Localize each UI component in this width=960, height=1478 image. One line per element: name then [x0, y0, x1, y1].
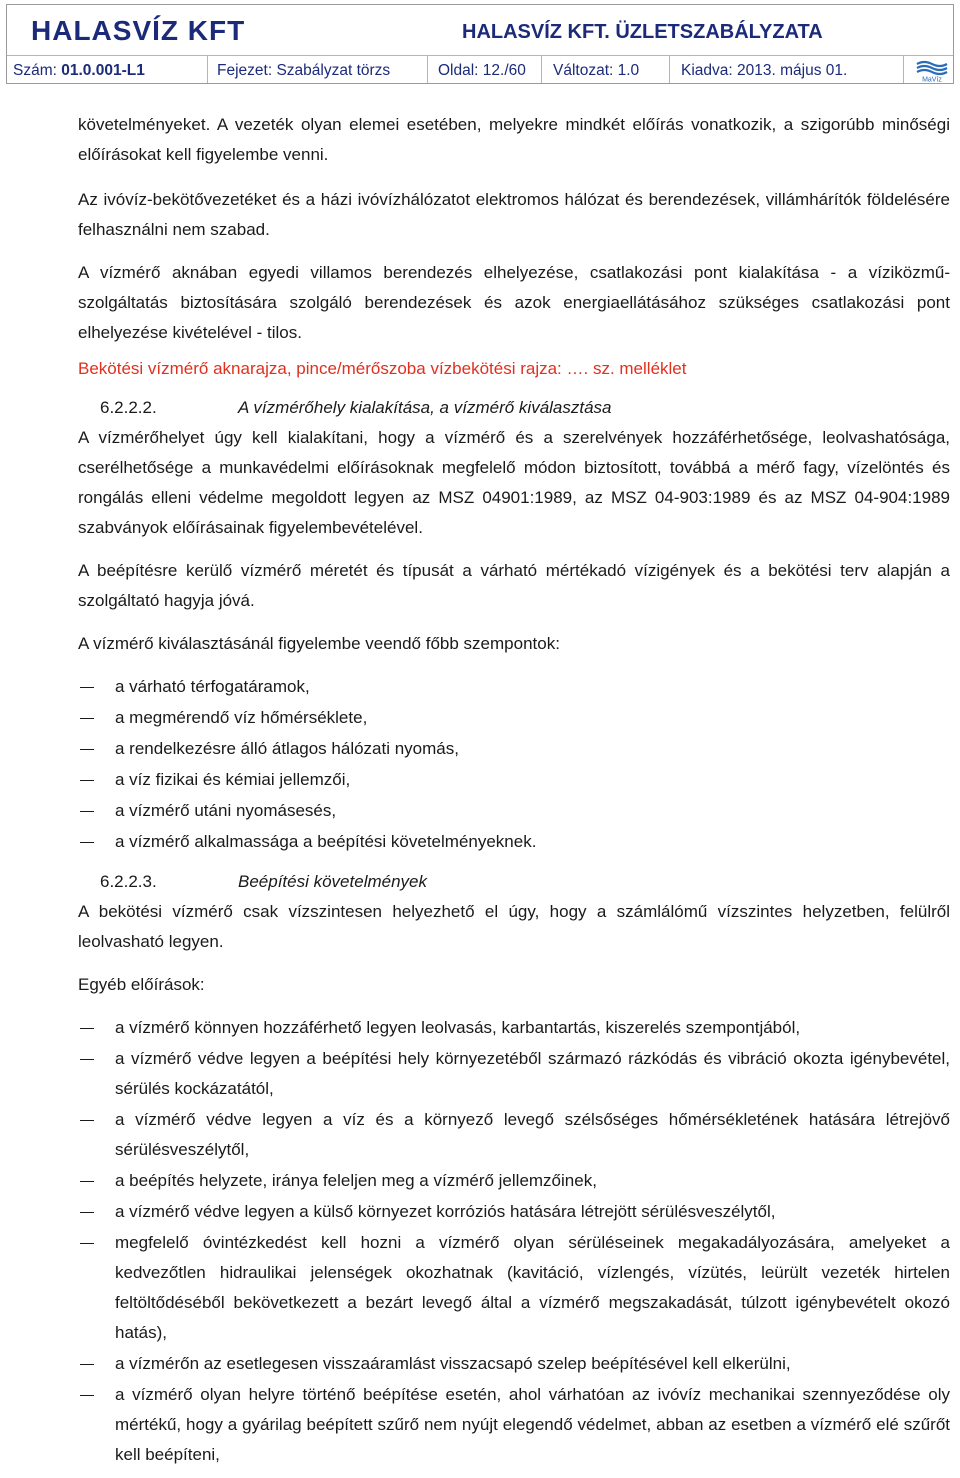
header-meta-row [7, 55, 953, 83]
paragraph: Egyéb előírások: [78, 975, 205, 994]
list-item: a beépítés helyzete, iránya feleljen meg a vízmérő jellemzőinek, [78, 1166, 950, 1196]
header-divider [207, 55, 208, 83]
doc-number [13, 62, 145, 80]
header-divider [903, 55, 904, 83]
list-item: a rendelkezésre álló átlagos hálózati nyomás, [78, 734, 950, 764]
attachment-reference-note: Bekötési vízmérő aknarajza, pince/mérőszoba vízbekötési rajza: …. sz. melléklet [78, 359, 687, 378]
page-number: Oldal: 12./60 [438, 62, 526, 79]
paragraph: Az ivóvíz-bekötővezetéket és a házi ivóvízhálózatot elektromos hálózat és berendezések, villámhárítók földelésére felhasználni nem szabad. [78, 190, 950, 239]
list-item: a vízmérő védve legyen a külső környezet korróziós hatására létrejött sérülésveszélytől, [78, 1197, 950, 1227]
list-item: a várható térfogatáramok, [78, 672, 950, 702]
section-number: 6.2.2.2. [100, 398, 157, 417]
list-item: a vízmérő védve legyen a beépítési hely környezetéből származó rázkódás és vibráció okozta igénybevétel, sérülés kockázatától, [78, 1044, 950, 1104]
list-item: a vízmérő könnyen hozzáférhető legyen leolvasás, karbantartás, kiszerelés szempontjából, [78, 1013, 950, 1043]
paragraph: A vízmérő kiválasztásánál figyelembe veendő főbb szempontok: [78, 634, 560, 653]
doc-number-label: Szám: [13, 62, 57, 79]
list-item: a vízmérőn az esetlegesen visszaáramlást visszacsapó szelep beépítésével kell elkerülni, [78, 1349, 950, 1379]
paragraph: A bekötési vízmérő csak vízszintesen helyezhető el úgy, hogy a számlálómű vízszintes helyzetben, felülről leolvasható legyen. [78, 902, 950, 951]
section-number: 6.2.2.3. [100, 872, 157, 891]
section-title: Beépítési követelmények [238, 872, 427, 891]
doc-number-value: 01.0.001-L1 [61, 62, 145, 79]
document-title: HALASVÍZ KFT. ÜZLETSZABÁLYZATA [462, 21, 823, 43]
list-item: megfelelő óvintézkedést kell hozni a vízmérő olyan sérüléseinek megakadályozására, amelyeket a kedvezőtlen hidraulikai jelenségek okozhatnak (kavitáció, vízlengés, vízütés, leürült vezeték hirtelen feltöltődéséből bekövetkezett a bezárt levegő által a vízmérő megszakadását, túlzott igénybevételt okozó hatás), [78, 1228, 950, 1348]
list-item: a vízmérő alkalmassága a beépítési követelményeknek. [78, 827, 950, 857]
header-top-row [7, 5, 953, 56]
paragraph: A beépítésre kerülő vízmérő méretét és típusát a várható mértékadó vízigények és a bekötési terv alapján a szolgáltató hagyja jóvá. [78, 561, 950, 610]
criteria-list [78, 672, 950, 857]
company-name: HALASVÍZ KFT [31, 15, 246, 46]
list-item: a vízmérő védve legyen a víz és a környező levegő szélsőséges hőmérsékletének hatására létrejövő sérülésveszélytől, [78, 1105, 950, 1165]
header-divider [427, 55, 428, 83]
section-heading [78, 393, 950, 423]
list-item: a vízmérő olyan helyre történő beépítése esetén, ahol várhatóan az ivóvíz mechanikai szennyeződése oly mértékű, hogy a gyárilag beépített szűrő nem nyújt elegendő védelmet, abban az esetben a vízmérő elé szűrőt kell beépíteni, [78, 1380, 950, 1470]
list-item: a víz fizikai és kémiai jellemzői, [78, 765, 950, 795]
list-item: a vízmérő utáni nyomásesés, [78, 796, 950, 826]
section-title: A vízmérőhely kialakítása, a vízmérő kiválasztása [238, 398, 612, 417]
requirements-list [78, 1013, 950, 1470]
paragraph: A vízmérőhelyet úgy kell kialakítani, hogy a vízmérő és a szerelvények hozzáférhetősége, leolvashatósága, cserélhetősége a munkavédelmi előírásoknak megfelelő módon biztosított, továbbá a mérő fagy, vízelöntés és rongálás elleni védelme megoldott legyen az MSZ 04901:1989, az MSZ 04-903:1989 és az MSZ 04-904:1989 szabványok előírásainak figyelembevételével. [78, 428, 950, 537]
logo-text: MaVíz [922, 76, 942, 83]
page-header [6, 4, 954, 84]
header-divider [541, 55, 542, 83]
chapter-label: Fejezet: Szabályzat törzs [217, 62, 391, 79]
issue-date: Kiadva: 2013. május 01. [681, 62, 848, 79]
paragraph: követelményeket. A vezeték olyan elemei esetében, melyekre mindkét előírás vonatkozik, a szigorúbb minőségi előírásokat kell figyelembe venni. [78, 115, 950, 164]
paragraph: A vízmérő aknában egyedi villamos berendezés elhelyezése, csatlakozási pont kialakítása - a víziközmű-szolgáltatás biztosítására szolgáló berendezések és azok energiaellátásához szükséges csatlakozási pont elhelyezése kivételével - tilos. [78, 263, 950, 342]
header-divider [669, 55, 670, 83]
mavíz-logo-icon [915, 59, 949, 83]
document-body [78, 110, 950, 1470]
list-item: a megmérendő víz hőmérséklete, [78, 703, 950, 733]
section-heading [78, 867, 950, 897]
version-label: Változat: 1.0 [553, 62, 640, 79]
